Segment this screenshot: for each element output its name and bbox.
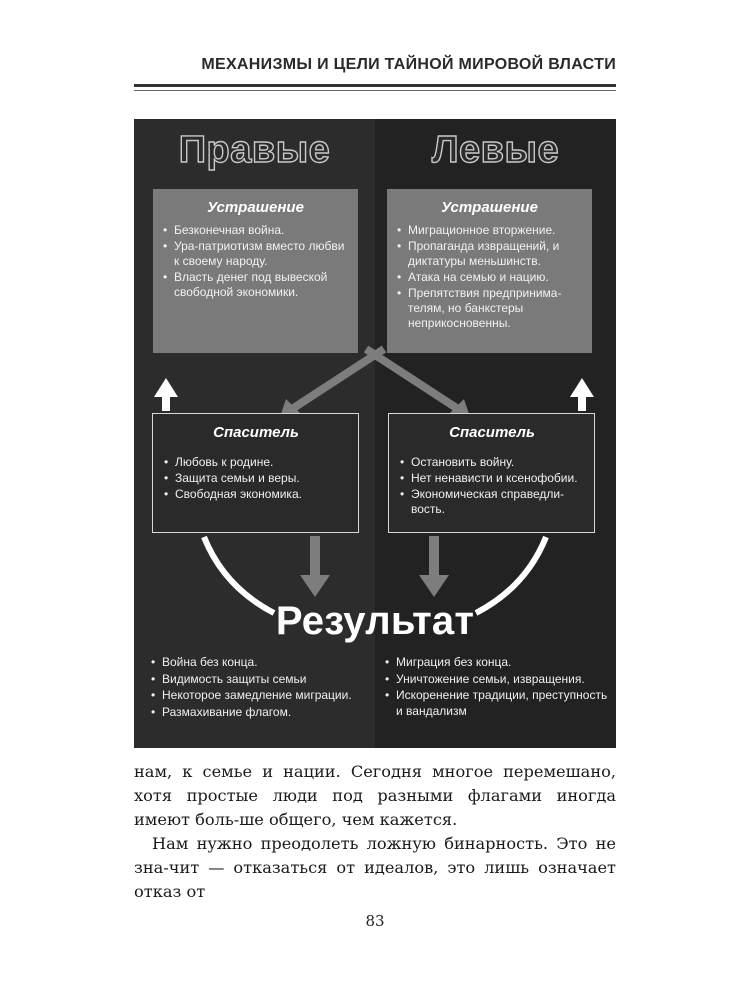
list-item: • Ура-патриотизм вместо любви к своему народу. xyxy=(174,239,349,269)
savior-title: Спаситель xyxy=(213,424,299,441)
column-title-left-wing: Левые xyxy=(431,129,560,171)
up-arrow-left-head xyxy=(154,378,178,397)
up-arrow-right-shaft xyxy=(578,395,586,411)
page-number: 83 xyxy=(365,912,385,930)
list-item: • Свободная экономика. xyxy=(175,487,349,502)
threat-title: Устрашение xyxy=(441,199,538,216)
list-item: • Видимость защиты семьи xyxy=(162,672,377,688)
list-item: • Экономическая справедли-вость. xyxy=(411,487,585,517)
paragraph: Нам нужно преодолеть ложную бинарность. Это не зна-чит — отказаться от идеалов, это лишь означает отказ от xyxy=(134,834,616,901)
list-item: • Размахивание флагом. xyxy=(162,705,377,721)
down-arrow-left-head xyxy=(300,575,330,597)
savior-box-left-wing xyxy=(388,413,595,533)
list-item: • Любовь к родине. xyxy=(175,455,349,470)
cross-arrow-to-right-wing-savior xyxy=(292,349,384,409)
result-list-left-wing xyxy=(384,655,611,720)
running-head: МЕХАНИЗМЫ И ЦЕЛИ ТАЙНОЙ МИРОВОЙ ВЛАСТИ xyxy=(201,56,616,73)
header-rule-thin xyxy=(134,90,616,91)
list-item: • Миграция без конца. xyxy=(396,655,611,671)
up-arrow-left-shaft xyxy=(162,395,170,411)
up-arrow-right-head xyxy=(570,378,594,397)
cross-arrow-to-left-wing-savior xyxy=(366,349,458,409)
down-arrow-right-shaft xyxy=(429,536,439,578)
paragraph: нам, к семье и нации. Сегодня многое перемешано, хотя простые люди под разными флагами иногда имеют боль-ше общего, чем кажется. xyxy=(134,762,616,829)
list-item: • Война без конца. xyxy=(162,655,377,671)
list-item: • Атака на семью и нацию. xyxy=(408,270,583,285)
result-list-right-wing xyxy=(150,655,377,721)
savior-list xyxy=(399,455,585,517)
list-item: • Искоренение традиции, преступность и вандализм xyxy=(396,688,611,719)
list-item: • Пропаганда извращений, и диктатуры меньшинств. xyxy=(408,239,583,269)
list-item: • Власть денег под вывеской свободной экономики. xyxy=(174,270,349,300)
list-item: • Остановить войну. xyxy=(411,455,585,470)
list-item: • Безконечная война. xyxy=(174,223,349,238)
list-item: • Защита семьи и веры. xyxy=(175,471,349,486)
list-item: • Некоторое замедление миграции. xyxy=(162,688,377,704)
down-arrow-left-shaft xyxy=(310,536,320,578)
up-arrows xyxy=(154,378,594,411)
savior-title: Спаситель xyxy=(449,424,535,441)
list-item: • Уничтожение семьи, извращения. xyxy=(396,672,611,688)
down-arrow-right-head xyxy=(419,575,449,597)
result-title: Результат xyxy=(275,599,475,643)
list-item: • Миграционное вторжение. xyxy=(408,223,583,238)
diagram xyxy=(134,119,616,748)
cross-arrows xyxy=(280,349,470,417)
body-text xyxy=(134,760,616,904)
list-item: • Нет ненависти и ксенофобии. xyxy=(411,471,585,486)
savior-box-right-wing xyxy=(152,413,359,533)
column-title-right-wing: Правые xyxy=(178,129,331,171)
down-arrows xyxy=(300,536,449,597)
threat-title: Устрашение xyxy=(207,199,304,216)
list-item: • Препятствия предпринима-телям, но банкстеры неприкосновенны. xyxy=(408,286,583,331)
header-rule-thick xyxy=(134,84,616,87)
savior-list xyxy=(163,455,349,502)
